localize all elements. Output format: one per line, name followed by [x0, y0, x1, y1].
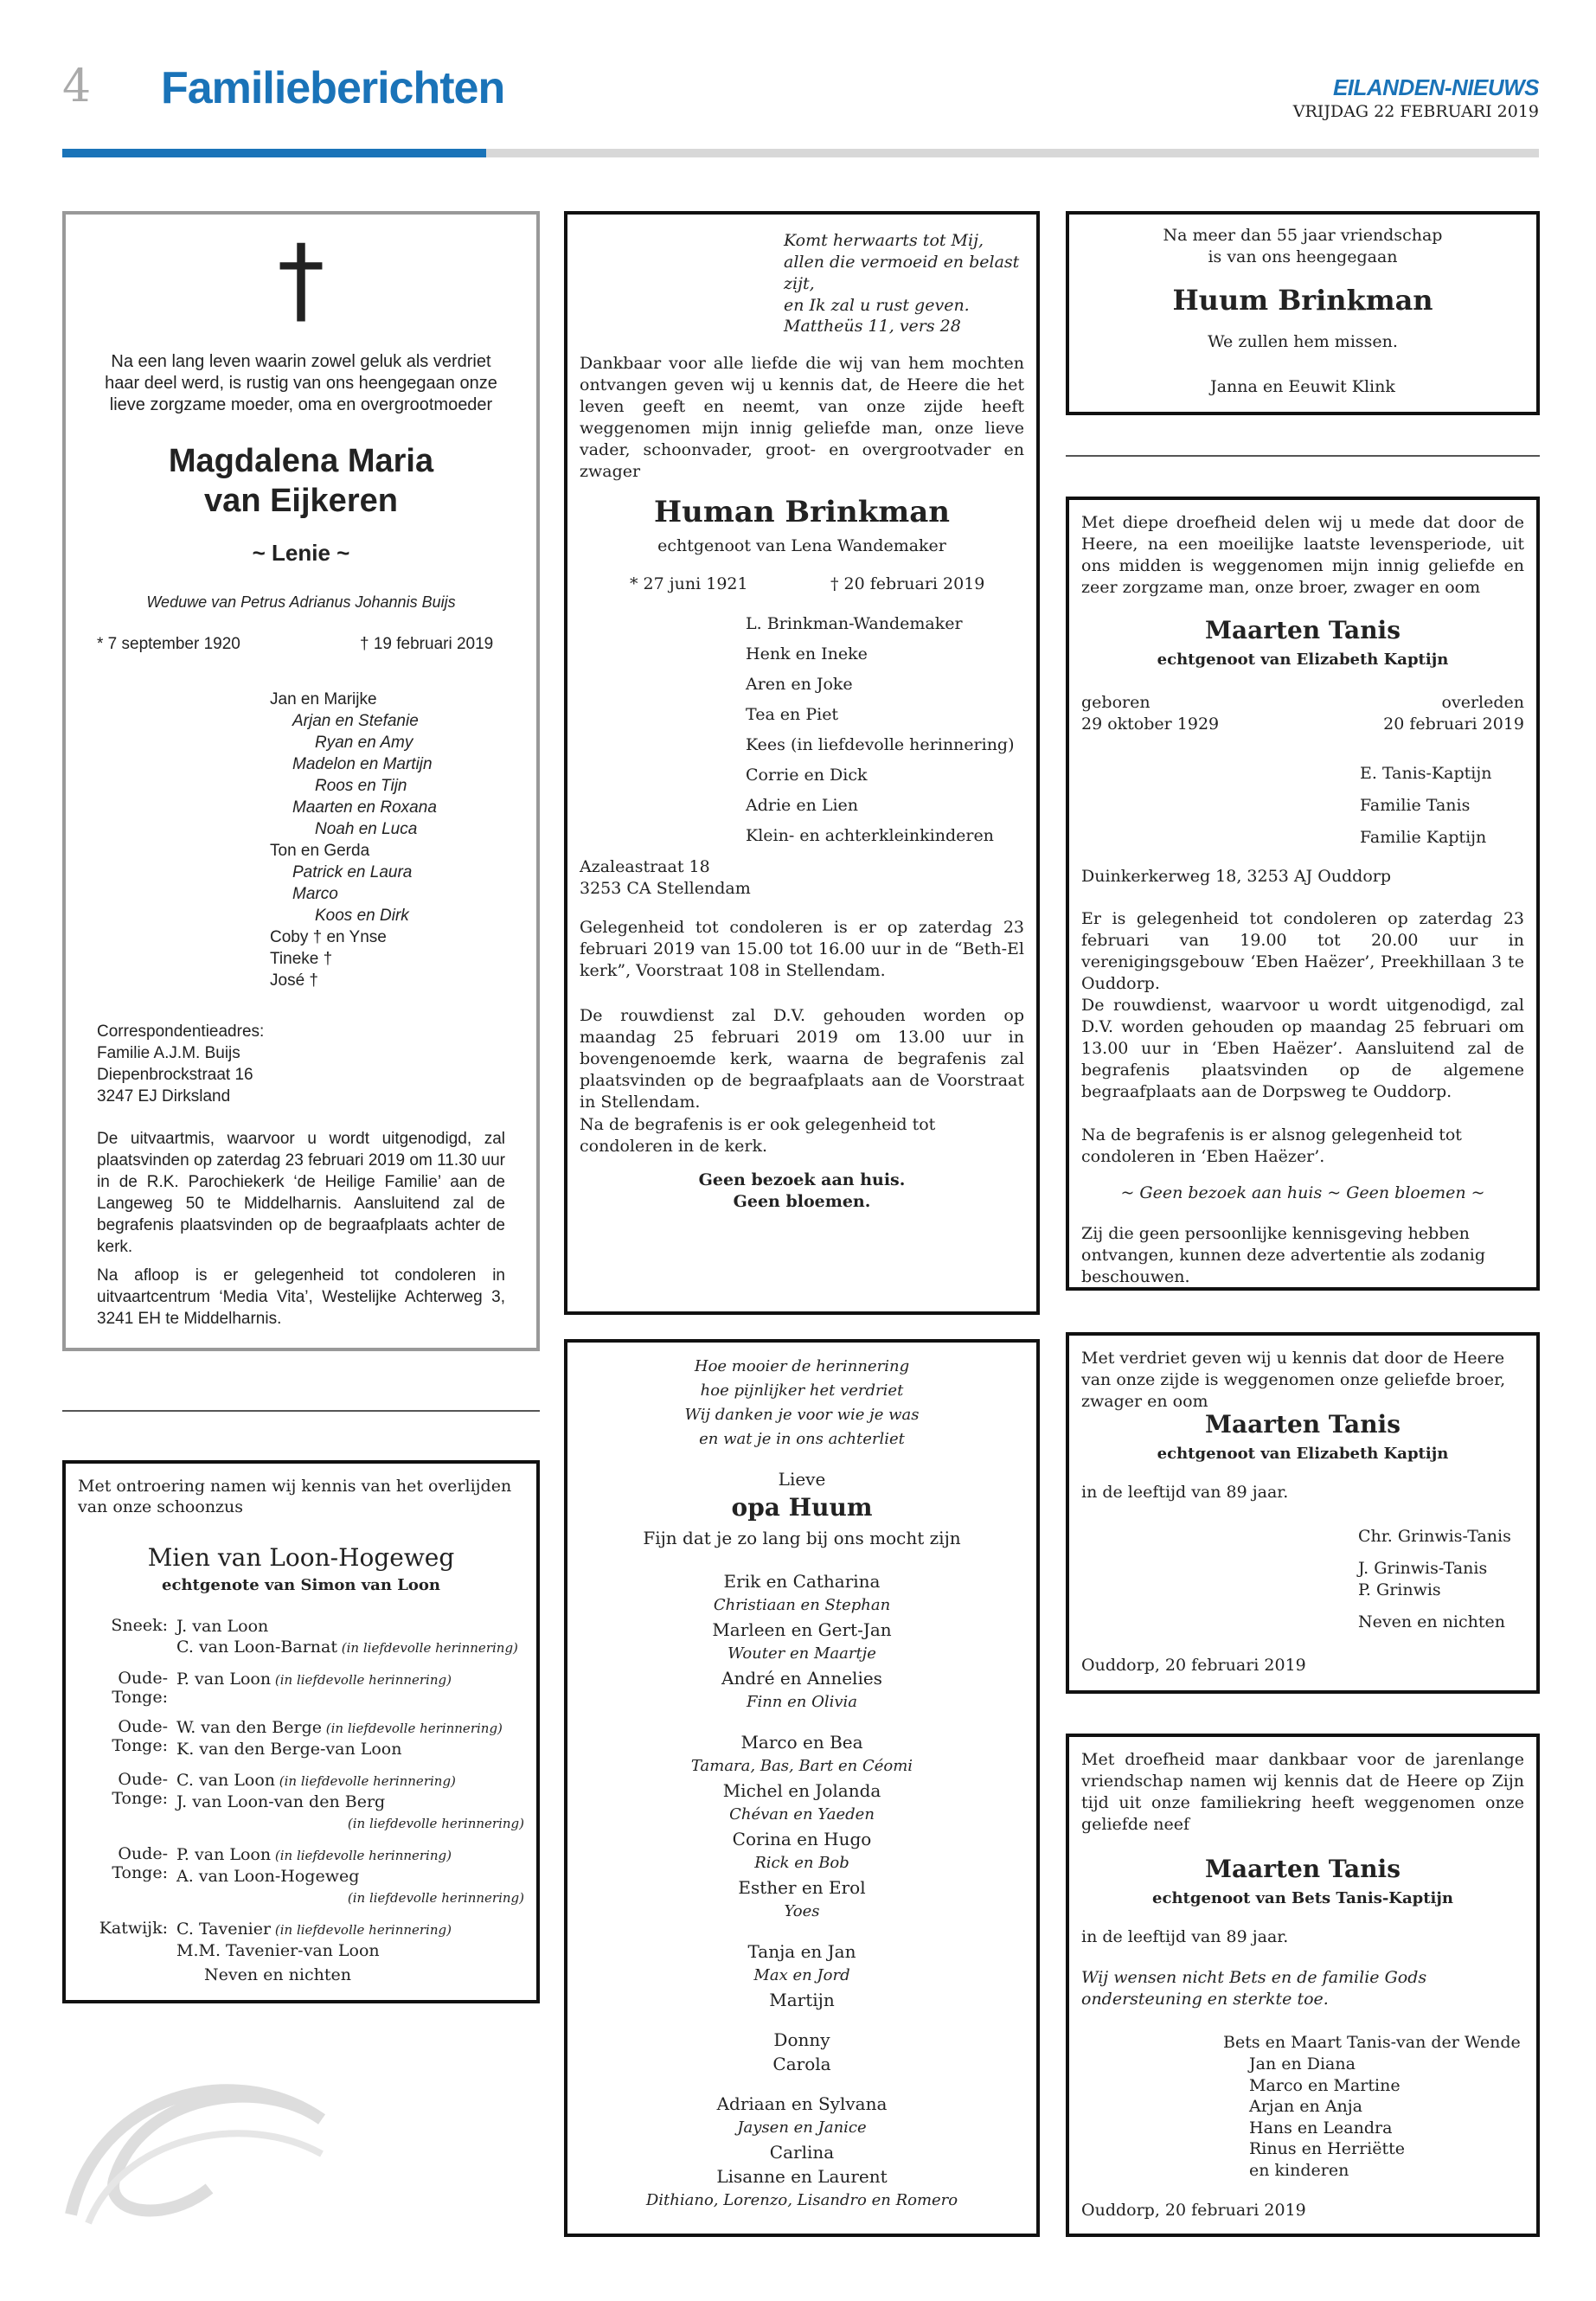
list-item: Koos en Dirk	[315, 907, 409, 925]
obituary-tanis-1	[1066, 497, 1540, 1291]
birth-date: * 27 juni 1921	[630, 574, 748, 593]
list-item: Familie Kaptijn	[1360, 828, 1487, 847]
closing-note: ~ Geen bezoek aan huis ~ Geen bloemen ~	[1120, 1183, 1485, 1202]
family-list	[270, 689, 437, 991]
list-item: Jan en Diana	[1249, 2054, 1356, 2073]
death-block: overleden 20 februari 2019	[1383, 693, 1524, 734]
name-line	[176, 1669, 536, 1690]
list-item: Dithiano, Lorenzo, Lisandro en Romero	[645, 2191, 958, 2209]
memorial-note: (in liefdevolle herinnering)	[275, 1773, 456, 1789]
list-item: Familie Tanis	[1360, 796, 1471, 815]
list-item: Adriaan en Sylvana	[716, 2093, 888, 2114]
person-name: M.M. Tavenier-van Loon	[176, 1941, 380, 1960]
person-name: P. van Loon	[176, 1670, 272, 1689]
person-name: C. Tavenier	[176, 1920, 272, 1939]
deceased-name: Maarten Tanis	[1205, 1855, 1401, 1883]
list-item: Wouter en Maartje	[727, 1644, 876, 1663]
deceased-name: Human Brinkman	[654, 495, 950, 529]
list-item: Henk en Ineke	[746, 644, 868, 663]
spouse-line: echtgenoot van Bets Tanis-Kaptijn	[1152, 1889, 1453, 1907]
person-name: W. van den Berge	[176, 1718, 323, 1737]
family-group	[567, 2092, 1036, 2213]
place-date: Ouddorp, 20 februari 2019	[1081, 2201, 1306, 2220]
closing-note: Geen bezoek aan huis. Geen bloemen.	[698, 1170, 906, 1211]
condolence-text: Er is gelegenheid tot condoleren op zaterdag 23 februari van 19.00 tot 20.00 uur in verenigingsgebouw ‘Eben Haëzer’, Preekhillaan 3 te Ouddorp.	[1081, 909, 1524, 993]
names	[176, 1919, 536, 1961]
list-item: Esther en Erol	[738, 1877, 866, 1898]
deceased-name: Maarten Tanis	[1205, 616, 1401, 644]
condolence-text: Gelegenheid tot condoleren is er op zaterdag 23 februari 2019 van 15.00 tot 16.00 uur in de “Beth-El kerk”, Voorstraat 108 in Stellendam.	[580, 918, 1024, 980]
bible-verse: Komt herwaarts tot Mij, allen die vermoeid en belast zijt, en Ik zal u rust geven.	[784, 231, 1020, 315]
list-item: Lisanne en Laurent	[716, 2166, 888, 2187]
service-text: De rouwdienst, waarvoor u wordt uitgenodigd, zal D.V. worden gehouden op maandag 25 februari om 13.00 uur in ‘Eben Haëzer’. Aansluitend zal de begrafenis plaatsvinden op de algemene begraafplaats aan de Dorpsweg te Ouddorp.	[1081, 996, 1524, 1101]
deceased-name: Magdalena Maria van Eijkeren	[168, 443, 434, 519]
wish-text: Wij wensen nicht Bets en de familie Gods ondersteuning en sterkte toe.	[1081, 1968, 1427, 2009]
person-name: P. van Loon	[176, 1845, 272, 1864]
name-line	[176, 1812, 536, 1834]
memorial-note: (in liefdevolle herinnering)	[271, 1672, 452, 1688]
cross-icon: †	[277, 224, 325, 335]
person-name: C. van Loon-Barnat	[176, 1638, 338, 1657]
tanis-intro: Met diepe droefheid delen wij u mede dat door de Heere, na een moeilijke laatste levensperiode, uit ons midden is weggenomen mijn innig geliefde en zeer zorgzame man, onze broer, zwager en oom	[1081, 513, 1524, 597]
list-item: Maarten en Roxana	[292, 798, 437, 817]
name-line	[176, 1866, 536, 1887]
list-item: Finn en Olivia	[746, 1693, 858, 1711]
spouse-line: echtgenoot van Elizabeth Kaptijn	[1157, 651, 1449, 669]
memorial-note: (in liefdevolle herinnering)	[322, 1721, 503, 1736]
spouse-line: echtgenoot van Lena Wandemaker	[657, 536, 946, 555]
age-line: in de leeftijd van 89 jaar.	[1081, 1483, 1289, 1502]
place-label: Oude-Tonge:	[112, 1770, 168, 1808]
person-name: A. van Loon-Hogeweg	[176, 1867, 360, 1886]
list-item: Tea en Piet	[746, 705, 839, 724]
list-item: Carola	[772, 2054, 831, 2074]
list-item: Hans en Leandra	[1249, 2118, 1393, 2138]
deceased-name: Maarten Tanis	[1205, 1410, 1401, 1439]
list-item: L. Brinkman-Wandemaker	[746, 614, 963, 633]
list-item: Martijn	[769, 1990, 835, 2010]
obituary-opa-huum	[564, 1339, 1040, 2237]
funeral-text: De uitvaartmis, waarvoor u wordt uitgenodigd, zal plaatsvinden op zaterdag 23 februari 2019 om 11.30 uur in de R.K. Parochiekerk ‘de Heilige Familie’ aan de Langeweg 50 te Middelharnis. Aansluitend zal de begrafenis plaatsvinden op de begraafplaats achter de kerk.	[97, 1130, 505, 1256]
list-item: Marco	[292, 885, 338, 903]
header-rule-blue	[62, 149, 486, 157]
list-item: Marco en Martine	[1249, 2075, 1401, 2095]
obituary-magdalena	[62, 211, 540, 1351]
spouse-line: echtgenoot van Elizabeth Kaptijn	[1157, 1445, 1449, 1463]
widow-line: Weduwe van Petrus Adrianus Johannis Buijs	[146, 593, 456, 611]
birth-block: geboren 29 oktober 1929	[1081, 693, 1220, 734]
obituary-human	[564, 211, 1040, 1315]
age-line: in de leeftijd van 89 jaar.	[1081, 1927, 1289, 1946]
list-item: Arjan en Anja	[1249, 2097, 1362, 2116]
place-label: Oude-Tonge:	[112, 1717, 168, 1755]
friend-intro: Na meer dan 55 jaar vriendschap is van ons heengegaan	[1163, 226, 1443, 266]
place-label: Katwijk:	[99, 1919, 168, 1938]
birth-date: * 7 september 1920	[97, 635, 240, 653]
names	[176, 1616, 536, 1658]
name-line	[176, 1887, 536, 1908]
memorial-note: (in liefdevolle herinnering)	[347, 1890, 524, 1906]
family-list: Chr. Grinwis-Tanis J. Grinwis-Tanis P. Grinwis Neven en nichten	[1358, 1527, 1511, 1631]
page-number: 4	[62, 61, 92, 112]
list-item: Patrick en Laura	[292, 863, 413, 881]
table-row	[78, 1717, 536, 1759]
nickname: ~ Lenie ~	[252, 540, 350, 566]
list-item: Christiaan en Stephan	[713, 1596, 891, 1614]
list-item: Rick en Bob	[754, 1854, 849, 1872]
family-group	[567, 1569, 1036, 1715]
newspaper-logo: EILANDEN-NIEUWS	[1332, 74, 1539, 100]
condolence-text: Na afloop is er gelegenheid tot condoleren in uitvaartcentrum ‘Media Vita’, Westelijke Achterweg 3, 3241 EH te Middelharnis.	[97, 1266, 505, 1328]
table-row	[78, 1669, 536, 1707]
list-item: E. Tanis-Kaptijn	[1360, 764, 1492, 783]
family-head: Bets en Maart Tanis-van der Wende	[1223, 2033, 1521, 2052]
list-item: Carlina	[769, 2142, 835, 2163]
list-item: Erik en Catharina	[723, 1571, 881, 1592]
miss-line: We zullen hem missen.	[1208, 332, 1398, 351]
address: Azaleastraat 18 3253 CA Stellendam	[580, 857, 751, 898]
obituary-mien	[62, 1460, 540, 2003]
magdalena-intro: Na een lang leven waarin zowel geluk als verdriet haar deel werd, is rustig van ons heengegaan onze lieve zorgzame moeder, oma en overgrootmoeder	[105, 352, 497, 414]
list-item: Marleen en Gert-Jan	[712, 1619, 892, 1640]
mien-intro: Met ontroering namen wij kennis van het overlijden van onze schoonzus	[78, 1477, 512, 1516]
list-item: Klein- en achterkleinkinderen	[746, 826, 994, 845]
list-item: Coby † en Ynse	[270, 928, 387, 946]
spouse-line: echtgenote van Simon van Loon	[162, 1576, 440, 1594]
name-line	[176, 1637, 536, 1658]
service-text: De rouwdienst zal D.V. gehouden worden op maandag 25 februari 2019 om 13.00 uur in bovengenoemde kerk, waarna de begrafenis zal plaatsvinden op de begraafplaats aan de Voorstraat in Stellendam.	[580, 1006, 1024, 1112]
list-item: Jan en Marijke	[270, 690, 377, 708]
list-item: Rinus en Herriëtte	[1249, 2139, 1405, 2158]
place-label: Oude-Tonge:	[112, 1844, 168, 1882]
address: Duinkerkerweg 18, 3253 AJ Ouddorp	[1081, 867, 1392, 886]
list-item: Tanja en Jan	[747, 1941, 856, 1962]
list-item: Aren en Joke	[746, 675, 853, 694]
place-label: Sneek:	[111, 1616, 168, 1635]
decorative-swirl	[62, 2041, 339, 2232]
deceased-name: Mien van Loon-Hogeweg	[147, 1543, 455, 1572]
list-item: Tamara, Bas, Bart en Céomi	[690, 1757, 913, 1775]
list-item: Yoes	[784, 1902, 820, 1920]
name-line	[176, 1940, 536, 1961]
list-item: José †	[270, 971, 318, 990]
list-item: Madelon en Martijn	[292, 755, 433, 773]
name-line	[176, 1616, 536, 1637]
poem: Hoe mooier de herinnering hoe pijnlijker het verdriet Wij danken je voor wie je was en wat je in ons achterliet	[684, 1357, 920, 1448]
lieve-label: Lieve	[778, 1469, 826, 1490]
name-line	[176, 1739, 536, 1759]
divider	[1066, 455, 1540, 457]
section-title: Familieberichten	[161, 63, 505, 113]
name-line	[176, 1770, 536, 1791]
family-group	[567, 1939, 1036, 2012]
divider	[62, 1410, 540, 1412]
list-item: Donny	[773, 2029, 830, 2050]
memorial-note: (in liefdevolle herinnering)	[271, 1922, 452, 1938]
memorial-note: (in liefdevolle herinnering)	[347, 1816, 524, 1831]
list-item: André en Annelies	[721, 1668, 882, 1689]
deceased-name: Huum Brinkman	[1172, 284, 1433, 317]
family-list	[1360, 758, 1491, 854]
list-item: Corina en Hugo	[732, 1829, 872, 1849]
tanis-intro: Met droefheid maar dankbaar voor de jarenlange vriendschap namen wij kennis dat de Heere op Zijn tijd uit onze familiekring heeft weggenomen onze geliefde neef	[1081, 1750, 1524, 1834]
list-item: Michel en Jolanda	[722, 1780, 881, 1801]
family-list	[78, 1616, 536, 1971]
list-item: Ton en Gerda	[270, 842, 370, 860]
list-item: Roos en Tijn	[315, 777, 407, 795]
table-row	[78, 1616, 536, 1658]
death-date: † 19 februari 2019	[360, 635, 494, 653]
list-item: Chévan en Yaeden	[729, 1805, 875, 1823]
issue-date: VRIJDAG 22 FEBRUARI 2019	[1292, 102, 1539, 121]
death-date: † 20 februari 2019	[830, 574, 985, 593]
after-burial-text: Na de begrafenis is er alsnog gelegenheid tot condoleren in ‘Eben Haëzer’.	[1081, 1125, 1462, 1166]
person-name: J. van Loon	[176, 1617, 269, 1636]
obituary-tanis-2	[1066, 1332, 1540, 1694]
list-item: Jaysen en Janice	[737, 2118, 867, 2137]
names	[176, 1717, 536, 1759]
correspondence-address: Correspondentieadres: Familie A.J.M. Buijs Diepenbrockstraat 16 3247 EJ Dirksland	[97, 1022, 265, 1106]
place-date: Ouddorp, 20 februari 2019	[1081, 1656, 1306, 1675]
list-item: Tineke †	[270, 950, 333, 968]
header-rule-grey	[486, 149, 1539, 157]
list-item: Arjan en Stefanie	[292, 712, 419, 730]
notice-huum-friend	[1066, 211, 1540, 415]
verse-reference: Mattheüs 11, vers 28	[784, 317, 961, 336]
names	[176, 1844, 536, 1908]
list-item: Kees (in liefdevolle herinnering)	[746, 735, 1015, 754]
person-name: J. van Loon-van den Berg	[176, 1792, 386, 1811]
table-row	[78, 1844, 536, 1908]
table-row	[78, 1919, 536, 1961]
obituary-tanis-3	[1066, 1734, 1540, 2237]
name-line	[176, 1919, 536, 1940]
list-item: Marco en Bea	[740, 1732, 863, 1753]
deceased-name: opa Huum	[731, 1493, 873, 1522]
family-list	[746, 609, 1015, 851]
list-item: en kinderen	[1249, 2160, 1349, 2180]
tanis-intro: Met verdriet geven wij u kennis dat door de Heere van onze zijde is weggenomen onze geliefde broer, zwager en oom	[1081, 1349, 1506, 1411]
names	[176, 1669, 536, 1707]
after-burial-text: Na de begrafenis is er ook gelegenheid tot condoleren in de kerk.	[580, 1115, 936, 1156]
list-item: Corrie en Dick	[746, 766, 868, 785]
notice-text: Zij die geen persoonlijke kennisgeving hebben ontvangen, kunnen deze advertentie als zodanig beschouwen.	[1081, 1224, 1486, 1286]
list-item: Max en Jord	[753, 1966, 850, 1984]
list-item: Noah en Luca	[315, 820, 418, 838]
family-list	[1249, 2054, 1405, 2181]
name-line	[176, 1844, 536, 1866]
mien-footer: Neven en nichten	[204, 1965, 351, 1984]
family-group	[567, 1730, 1036, 1924]
list-item: Adrie en Lien	[746, 796, 859, 815]
memorial-note: (in liefdevolle herinnering)	[271, 1848, 452, 1863]
list-item: Ryan en Amy	[315, 734, 413, 752]
signature: Janna en Eeuwit Klink	[1210, 377, 1395, 396]
name-line	[176, 1791, 536, 1812]
table-row	[78, 1770, 536, 1834]
subtitle: Fijn dat je zo lang bij ons mocht zijn	[643, 1528, 961, 1548]
family-group	[567, 2028, 1036, 2076]
person-name: K. van den Berge-van Loon	[176, 1740, 402, 1759]
name-line	[176, 1717, 536, 1739]
human-intro: Dankbaar voor alle liefde die wij van hem mochten ontvangen geven wij u kennis dat, de Heere die het leven geeft en neemt, van onze zijde heeft weggenomen mijn innig geliefde man, onze lieve vader, schoonvader, groot- en overgrootvader en zwager	[580, 354, 1024, 481]
person-name: C. van Loon	[176, 1771, 276, 1790]
names	[176, 1770, 536, 1834]
memorial-note: (in liefdevolle herinnering)	[337, 1640, 518, 1656]
place-label: Oude-Tonge:	[112, 1669, 168, 1707]
family-list	[567, 1569, 1036, 2228]
